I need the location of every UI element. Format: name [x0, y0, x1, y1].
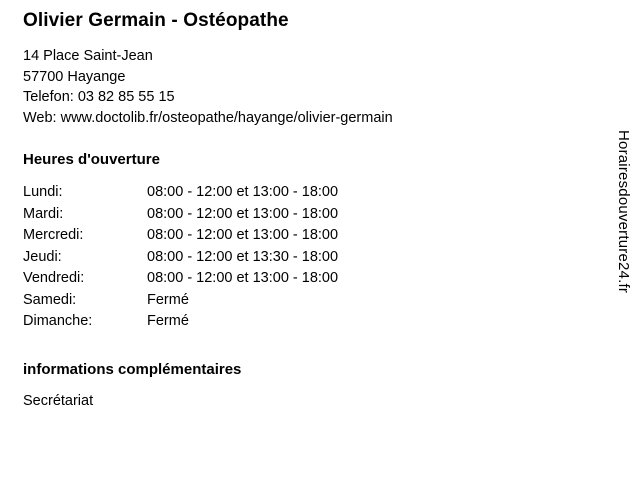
address-web: Web: www.doctolib.fr/osteopathe/hayange/olivier-germain — [23, 109, 393, 126]
day-hours: 08:00 - 12:00 et 13:30 - 18:00 — [147, 248, 339, 265]
table-row — [23, 225, 338, 247]
address-block — [23, 46, 583, 128]
day-hours: Fermé — [147, 291, 189, 308]
day-label: Vendredi: — [23, 270, 85, 286]
table-row — [23, 290, 338, 312]
day-label: Mardi: — [23, 205, 64, 222]
day-label: Mercredi: — [23, 227, 84, 243]
address-street: 14 Place Saint-Jean — [23, 48, 153, 64]
day-label: Samedi: — [23, 291, 77, 308]
additional-info-text: Secrétariat — [23, 392, 94, 409]
table-row — [23, 204, 338, 226]
day-hours: 08:00 - 12:00 et 13:00 - 18:00 — [147, 205, 339, 222]
main-content — [23, 10, 583, 411]
day-label: Lundi: — [23, 184, 63, 200]
day-label: Dimanche: — [23, 313, 93, 329]
address-phone: Telefon: 03 82 85 55 15 — [23, 89, 175, 105]
address-city: 57700 Hayange — [23, 68, 126, 85]
day-hours: 08:00 - 12:00 et 13:00 - 18:00 — [147, 184, 339, 200]
day-hours: 08:00 - 12:00 et 13:00 - 18:00 — [147, 270, 339, 286]
table-row — [23, 311, 338, 333]
table-row — [23, 268, 338, 290]
additional-info-heading: informations complémentaires — [23, 360, 242, 378]
opening-hours-heading: Heures d'ouverture — [23, 151, 160, 168]
table-row — [23, 247, 338, 269]
site-watermark: Horairesdouverture24.fr — [615, 130, 632, 294]
table-row — [23, 182, 338, 204]
day-hours: 08:00 - 12:00 et 13:00 - 18:00 — [147, 227, 339, 243]
opening-hours-table — [23, 182, 338, 333]
day-hours: Fermé — [147, 313, 189, 329]
day-label: Jeudi: — [23, 248, 62, 265]
page-title: Olivier Germain - Ostéopathe — [23, 10, 289, 31]
